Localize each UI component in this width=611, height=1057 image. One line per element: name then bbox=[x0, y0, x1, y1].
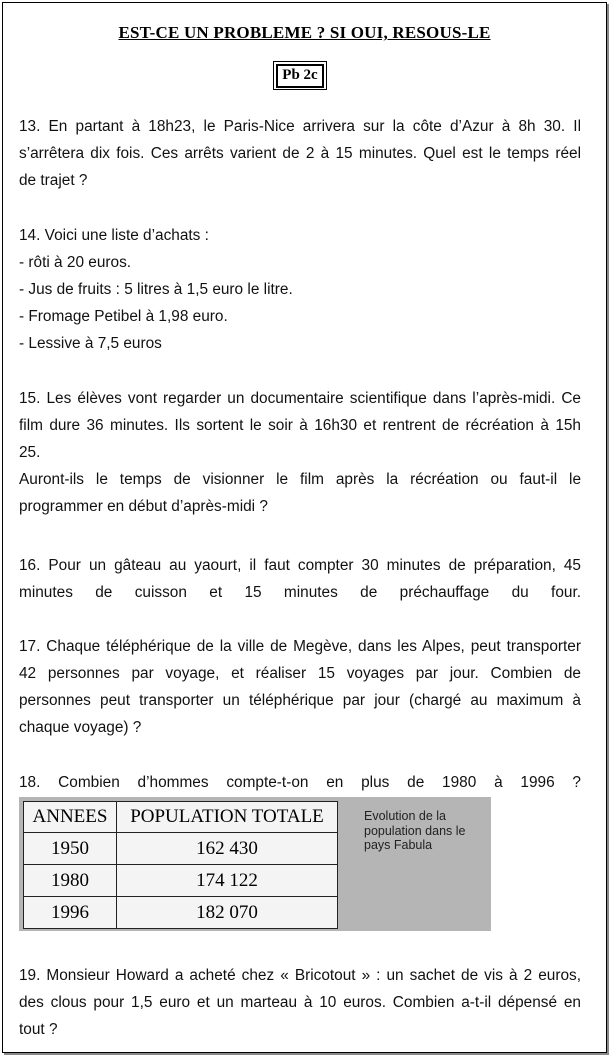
problem-13-line: de trajet ? bbox=[19, 172, 88, 189]
population-table bbox=[23, 801, 338, 929]
problem-13-line: 13. En partant à 18h23, le Paris-Nice arrivera sur la côte d’Azur à 8h 30. Il bbox=[19, 118, 581, 135]
problem-13 bbox=[19, 113, 581, 194]
problem-set-badge bbox=[273, 61, 327, 90]
problem-14 bbox=[19, 222, 581, 357]
shopping-list-item: - Lessive à 7,5 euros bbox=[19, 335, 162, 352]
problem-19-line: 19. Monsieur Howard a acheté chez « Bricotout » : un sachet de vis à 2 euros, bbox=[19, 967, 581, 984]
problem-15-line: programmer en début d’après-midi ? bbox=[19, 498, 268, 515]
problem-14-intro: 14. Voici une liste d’achats : bbox=[19, 227, 209, 244]
table-caption: Evolution de la population dans le pays Fabula bbox=[364, 809, 466, 852]
population-cell: 182 070 bbox=[117, 897, 338, 929]
problem-19-line: tout ? bbox=[19, 1021, 58, 1038]
problem-15-line: 25. bbox=[19, 444, 41, 461]
table-row bbox=[24, 897, 338, 929]
population-cell: 174 122 bbox=[117, 865, 338, 897]
problem-16 bbox=[19, 552, 581, 606]
table-header-row bbox=[24, 802, 338, 833]
table-row bbox=[24, 833, 338, 865]
problem-15 bbox=[19, 385, 581, 520]
year-cell: 1996 bbox=[24, 897, 117, 929]
problem-17-line: personnes peut transporter un téléphérique par jour (chargé au maximum à bbox=[19, 692, 581, 709]
problem-17 bbox=[19, 633, 581, 741]
page-title: EST-CE UN PROBLEME ? SI OUI, RESOUS-LE bbox=[118, 23, 491, 42]
problem-19-line: des clous pour 1,5 euro et un marteau à 10 euros. Combien a-t-il dépensé en bbox=[19, 994, 581, 1011]
problem-19 bbox=[19, 962, 581, 1043]
problem-set-label: Pb 2c bbox=[276, 64, 324, 88]
population-table-figure bbox=[19, 797, 491, 931]
problem-17-line: chaque voyage) ? bbox=[19, 719, 142, 736]
problem-16-line: minutes de cuisson et 15 minutes de préchauffage du four. bbox=[19, 584, 581, 601]
shopping-list-item: - Jus de fruits : 5 litres à 1,5 euro le litre. bbox=[19, 281, 293, 298]
column-header-years: ANNEES bbox=[24, 802, 117, 833]
problem-18 bbox=[19, 769, 581, 796]
problem-16-line: 16. Pour un gâteau au yaourt, il faut compter 30 minutes de préparation, 45 bbox=[19, 557, 581, 574]
worksheet-page bbox=[2, 2, 607, 1053]
shopping-list-item: - rôti à 20 euros. bbox=[19, 254, 132, 271]
table-row bbox=[24, 865, 338, 897]
problem-18-question: 18. Combien d’hommes compte-t-on en plus de 1980 à 1996 ? bbox=[19, 774, 581, 791]
problem-13-line: s’arrêtera dix fois. Ces arrêts varient de 2 à 15 minutes. Quel est le temps réel bbox=[19, 145, 581, 162]
problem-15-line: Auront-ils le temps de visionner le film après la récréation ou faut-il le bbox=[19, 471, 581, 488]
year-cell: 1950 bbox=[24, 833, 117, 865]
shopping-list-item: - Fromage Petibel à 1,98 euro. bbox=[19, 308, 228, 325]
problem-17-line: 17. Chaque téléphérique de la ville de Megève, dans les Alpes, peut transporter bbox=[19, 638, 581, 655]
problem-17-line: 42 personnes par voyage, et réaliser 15 voyages par jour. Combien de bbox=[19, 665, 581, 682]
problem-15-line: film dure 36 minutes. Ils sortent le soir à 16h30 et rentrent de récréation à 15h bbox=[19, 417, 581, 434]
problem-15-line: 15. Les élèves vont regarder un documentaire scientifique dans l’après-midi. Ce bbox=[19, 390, 581, 407]
column-header-population: POPULATION TOTALE bbox=[117, 802, 338, 833]
population-cell: 162 430 bbox=[117, 833, 338, 865]
year-cell: 1980 bbox=[24, 865, 117, 897]
